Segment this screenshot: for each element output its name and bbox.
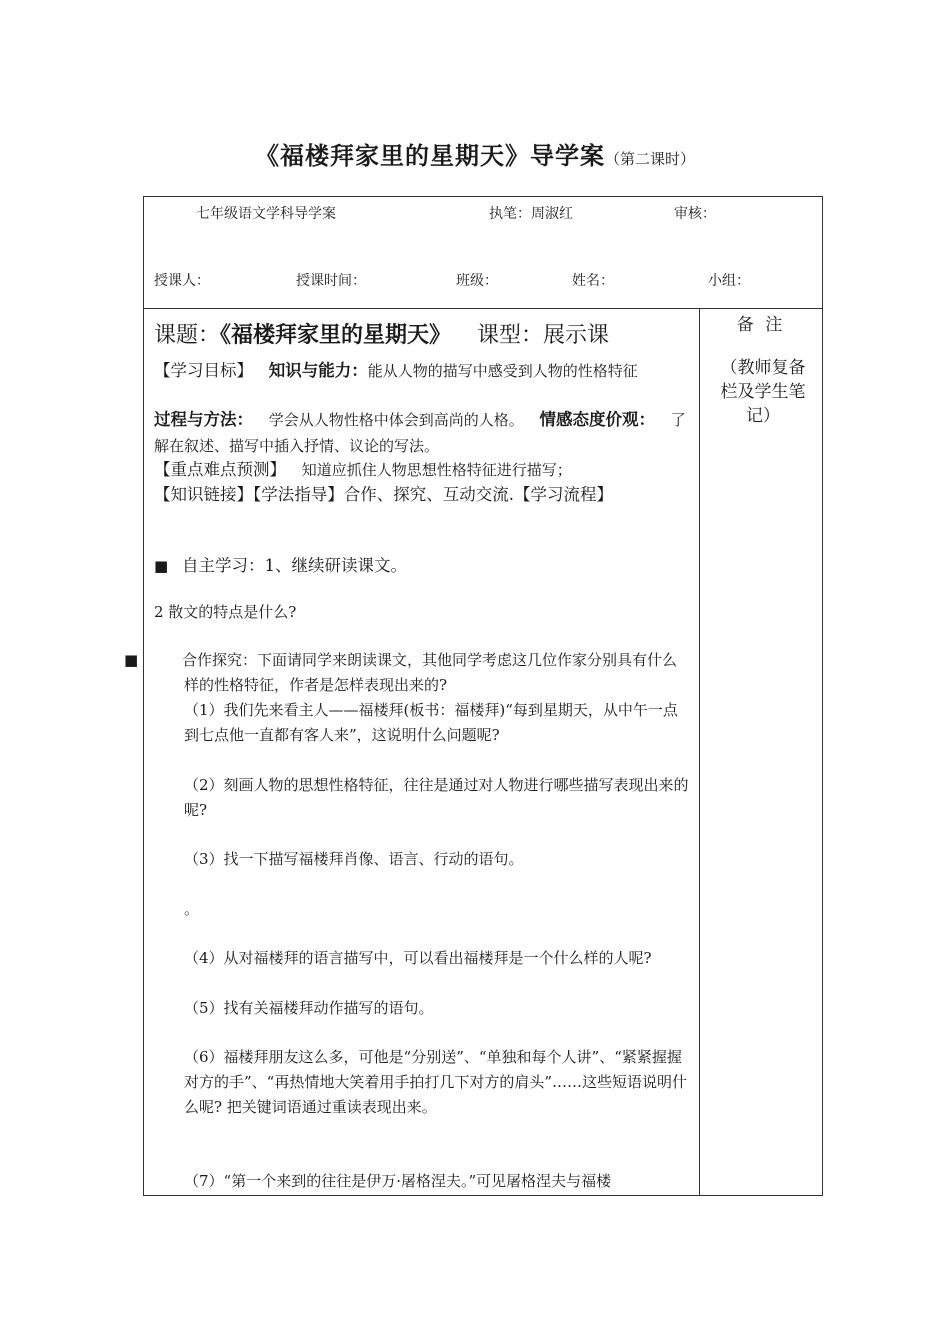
self-study-text: 自主学习：1、继续研读课文。 bbox=[182, 556, 407, 575]
key-block bbox=[154, 457, 689, 483]
topic-label: 课题： bbox=[154, 323, 221, 348]
goal-emotion-text: 了解在叙述、描写中插入抒情、议论的写法。 bbox=[154, 411, 686, 455]
question-item-1: （1）我们先来看主人——福楼拜(板书：福楼拜)“每到星期天，从中午一点到七点他一直都有客人来”，这说明什么问题呢? bbox=[184, 701, 678, 744]
question-item-4: （4）从对福楼拜的语言描写中，可以看出福楼拜是一个什么样的人呢? bbox=[184, 949, 652, 967]
question-item-2: （2）刻画人物的思想性格特征，往往是通过对人物进行哪些描写表现出来的呢? bbox=[184, 776, 689, 819]
main-content bbox=[124, 308, 700, 1195]
goal-emotion-label: 情感态度价观： bbox=[539, 410, 656, 429]
class-label: 班级： bbox=[456, 273, 498, 289]
question-item-6: （6）福楼拜朋友这么多，可他是“分别送”、“单独和每个人讲”、“紧紧握握对方的手”、“再热情地大笑着用手拍打几下对方的肩头”……这些短语说明什么呢? 把关键词语通过重读表现出来。 bbox=[184, 1048, 688, 1116]
header-row bbox=[144, 197, 822, 309]
lesson-table bbox=[124, 196, 823, 1196]
self-study-line bbox=[154, 553, 689, 579]
group-label: 小组： bbox=[708, 273, 750, 289]
question-item-dot: 。 bbox=[184, 900, 200, 918]
document-title bbox=[0, 136, 950, 171]
question-item-5: （5）找有关福楼拜动作描写的语句。 bbox=[184, 999, 434, 1017]
author-label: 执笔：周淑红 bbox=[489, 206, 573, 222]
question-item-7: （7）“第一个来到的往往是伊万·屠格涅夫。”可见屠格涅夫与福楼 bbox=[184, 1172, 612, 1190]
time-label: 授课时间： bbox=[296, 273, 366, 289]
review-label: 审核： bbox=[674, 206, 716, 222]
topic-name: 《福楼拜家里的星期天》 bbox=[220, 322, 452, 348]
document-title-main: 《福楼拜家里的星期天》导学案 bbox=[254, 141, 605, 170]
notes-column bbox=[700, 308, 822, 1195]
notes-title: 备 注 bbox=[736, 315, 786, 335]
key-text: 知道应抓住人物思想性格特征进行描写； bbox=[301, 461, 572, 479]
goal-process-text: 学会从人物性格中体会到高尚的人格。 bbox=[268, 411, 524, 429]
lesson-line bbox=[154, 318, 609, 349]
goal-block bbox=[154, 358, 689, 384]
bullet-square-icon: ■ bbox=[154, 557, 169, 575]
name-label: 姓名： bbox=[572, 273, 614, 289]
key-tag: 【重点难点预测】 bbox=[154, 460, 286, 479]
question-item-3: （3）找一下描写福楼拜肖像、语言、行动的语句。 bbox=[184, 850, 524, 868]
goal-knowledge-label: 知识与能力： bbox=[268, 361, 368, 380]
coop-text: 合作探究：下面请同学来朗读课文，其他同学考虑这几位作家分别具有什么样的性格特征，作者是怎样表现出来的? bbox=[182, 651, 678, 694]
coop-block bbox=[124, 648, 689, 698]
lesson-type: 课型：展示课 bbox=[477, 323, 610, 348]
goal-tag: 【学习目标】 bbox=[154, 361, 253, 380]
link-line: 【知识链接】【学法指导】合作、探究、互动交流.【学习流程】 bbox=[154, 485, 613, 504]
goal-process-label: 过程与方法： bbox=[154, 410, 253, 429]
question-2: 2 散文的特点是什么? bbox=[154, 603, 297, 621]
goal-knowledge-text: 能从人物的描写中感受到人物的性格特征 bbox=[367, 362, 638, 380]
notes-description: （教师复备栏及学生笔记） bbox=[720, 358, 806, 426]
teacher-label: 授课人： bbox=[154, 273, 210, 289]
document-title-sub: （第二课时） bbox=[604, 150, 695, 168]
goal-process-block bbox=[154, 407, 689, 459]
subject-label: 七年级语文学科导学案 bbox=[196, 206, 336, 222]
bullet-square-icon: ■ bbox=[124, 651, 139, 669]
